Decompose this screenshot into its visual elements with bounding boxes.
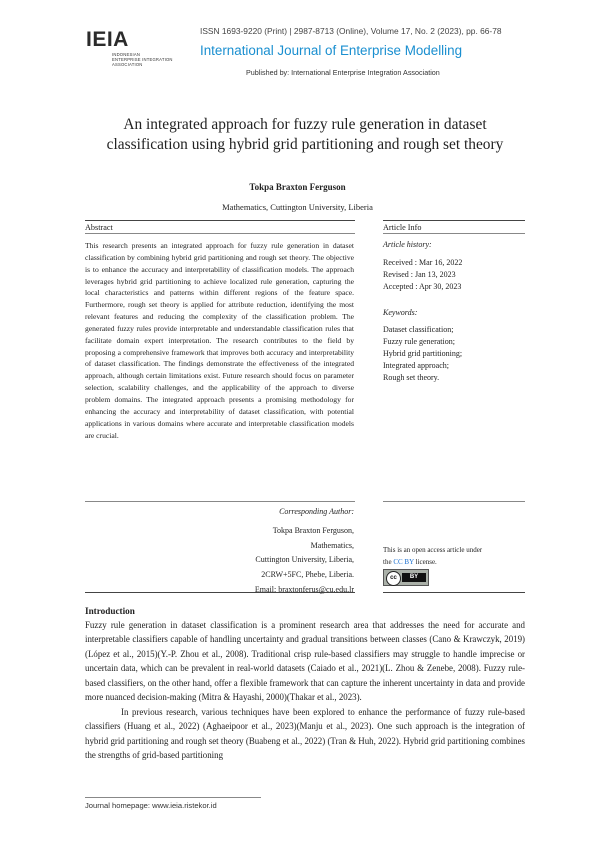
corresponding-author-block [85,524,354,598]
introduction-heading: Introduction [85,606,135,616]
keywords-label: Keywords: [383,308,418,317]
keyword-item: Rough set theory. [383,373,440,382]
cc-by-link[interactable]: CC BY [393,557,414,566]
info-head-rule [383,233,525,234]
revised-date: Revised : Jan 13, 2023 [383,270,456,279]
keyword-item: Fuzzy rule generation; [383,337,455,346]
abstract-heading: Abstract [85,223,113,232]
article-info-heading: Article Info [383,223,422,232]
attribution-icon: BY [402,573,426,582]
journal-name: International Journal of Enterprise Modelling [200,43,463,58]
abstract-head-rule [85,233,355,234]
license-line-2 [383,557,523,569]
abstract-text: This research presents an integrated approach for fuzzy rule generation in dataset classification by combining hybrid grid partitioning and rough set theory. The objective is to enhance the accuracy and interpretability of classification models. The approach leverages hybrid grid partitioning to achieve localized rule generation, capturing the local characteristics and patterns within different regions of the feature space. Furthermore, rough set theory is applied for attribute reduction, identifying the most relevant features and reducing the complexity of the classification problem. The generated fuzzy rules provide interpretable and understandable classification rules that facilitate domain expert interpretation. The research contributes to the field by proposing a comprehensive framework that improves both accuracy and interpretability of dataset classification. The findings demonstrate the effectiveness of the integrated approach, although certain limitations exist. Future research should focus on parameter selection, scalability challenges, and the applicability of the approach to diverse problem domains. The integrated approach presents a promising methodology for enhancing the accuracy and interpretability of dataset classification, with potential applications in various domains where accurate and interpretable classification models are crucial. [85,241,354,440]
corresponding-line: Mathematics, [310,540,354,550]
license-the: the [383,557,392,566]
footer-rule [85,797,261,798]
keyword-item: Integrated approach; [383,361,449,370]
info-bottom-rule [383,501,525,502]
license-notice [383,545,523,568]
issn-line: ISSN 1693-9220 (Print) | 2987-8713 (Online), Volume 17, No. 2 (2023), pp. 66-78 [200,26,502,36]
cc-by-badge[interactable] [383,569,429,586]
accepted-date: Accepted : Apr 30, 2023 [383,282,462,291]
paper-title: An integrated approach for fuzzy rule generation in dataset classification using hybrid grid partitioning and rough set theory [106,116,504,153]
info-top-rule [383,220,525,221]
logo-wordmark: IEIA [86,28,129,51]
logo-subtitle-line: INDONESIAN [112,52,141,57]
creative-commons-icon: cc [386,571,401,586]
abstract-bottom-rule [85,501,355,502]
license-suffix: license. [415,557,437,566]
author-name: Tokpa Braxton Ferguson [249,182,346,192]
corresponding-line: Tokpa Braxton Ferguson, [272,526,354,535]
journal-logo [86,22,186,78]
corresponding-email: Email: braxtonferus@cu.edu.lr [254,584,354,594]
author-affiliation: Mathematics, Cuttington University, Liberia [222,202,373,212]
abstract-top-rule [85,220,355,221]
introduction-paragraph: In previous research, various techniques have been explored to enhance the performance of fuzzy rule-based classifiers (Huang et al., 2022) (Aghaeipoor et al., 2023)(Manju et al., 2023). One such approach is the integration of hybrid grid partitioning and rough set theory (Buabeng et al., 2022) (Tran & Huh, 2022). Hybrid grid partitioning combines the strengths of grid-based partitioning [85,706,525,761]
corresponding-author-label: Corresponding Author: [279,507,354,516]
corresponding-line: Cuttington University, Liberia, [255,555,354,565]
corresponding-line: 2CRW+5FC, Phebe, Liberia. [261,570,354,580]
keyword-item: Hybrid grid partitioning; [383,349,463,358]
logo-subtitle-line: ENTERPRISE INTEGRATION [112,57,173,62]
received-date: Received : Mar 16, 2022 [383,258,463,267]
history-label: Article history: [383,240,432,249]
keyword-item: Dataset classification; [383,325,454,334]
license-bottom-rule [383,592,525,593]
license-line: This is an open access article under [383,546,483,554]
introduction-paragraph: Fuzzy rule generation in dataset classification is a prominent research area that addresses the need for accurate and interpretable classifiers capable of handling uncertainty and gradual transitions between classes (Cano & Krawczyk, 2019)(López et al., 2015)(Y.-P. Zhou et al., 2008). Traditional crisp rule-based classifiers may struggle to handle imprecise or uncertain data, which can be prevalent in real-world datasets (Caiado et al., 2021)(L. Zhou & Zenebe, 2008). Fuzzy rule-based classifiers, on the other hand, offer a flexible framework that can capture the inherent uncertainty in data and provide more nuanced decision-making (Mitra & Hayashi, 2000)(Thakar et al., 2023). [85,620,525,703]
journal-homepage-footer[interactable]: Journal homepage: www.ieia.ristekor.id [85,801,217,810]
publisher-line: Published by: International Enterprise Integration Association [246,68,440,77]
introduction-body [85,618,525,763]
logo-subtitle-line: ASSOCIATION [112,62,143,67]
